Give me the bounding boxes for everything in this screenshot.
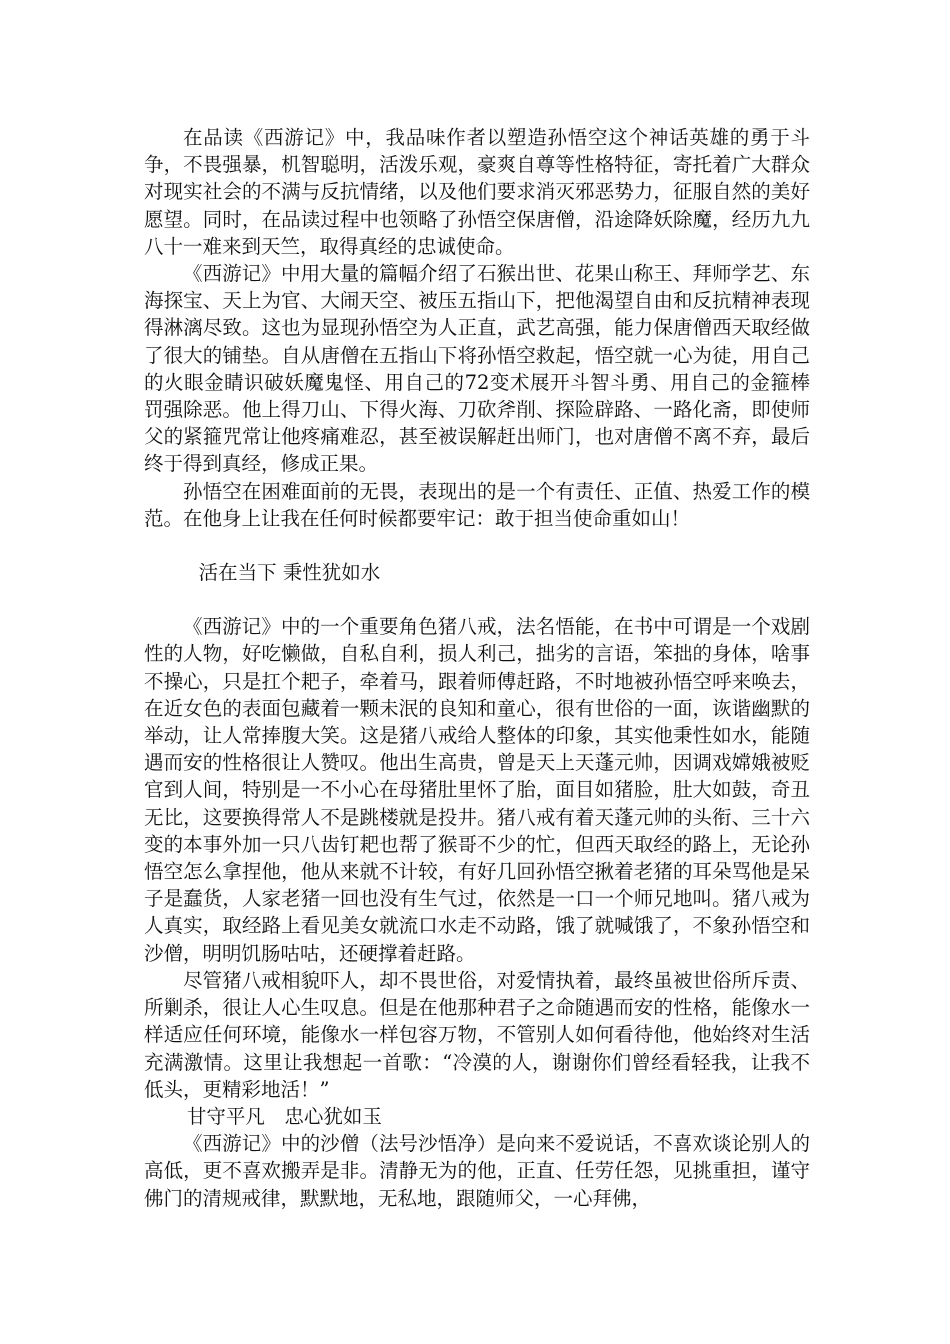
paragraph-sha-seng-character: 《西游记》中的沙僧（法号沙悟净）是向来不爱说话，不喜欢谈论别人的高低，更不喜欢搬弄是非。清静无为的他，正直、任劳任怨，见挑重担，谨守佛门的清规戒律，默默地，无私地，跟随师父，一心拜佛， [144,1132,810,1210]
section-heading-sha-seng: 甘守平凡 忠心犹如玉 [186,1104,382,1128]
paragraph-sun-wukong-intro: 在品读《西游记》中，我品味作者以塑造孙悟空这个神话英雄的勇于斗争，不畏强暴，机智聪明，活泼乐观，豪爽自尊等性格特征，寄托着广大群众对现实社会的不满与反抗情绪，以及他们要求消灭邪恶势力，征服自然的美好愿望。同时，在品读过程中也领略了孙悟空保唐僧，沿途降妖除魔，经历九九八十一难来到天竺，取得真经的忠诚使命。 [144,126,810,258]
paragraph-sun-wukong-journey: 《西游记》中用大量的篇幅介绍了石猴出世、花果山称王、拜师学艺、东海探宝、天上为官、大闹天空、被压五指山下，把他渴望自由和反抗精神表现得淋漓尽致。这也为显现孙悟空为人正直，武艺高强，能力保唐僧西天取经做了很大的铺垫。自从唐僧在五指山下将孙悟空救起，悟空就一心为徒，用自己的火眼金睛识破妖魔鬼怪、用自己的72变术展开斗智斗勇、用自己的金箍棒罚强除恶。他上得刀山、下得火海、刀砍斧削、探险辟路、一路化斋，即使师父的紧箍咒常让他疼痛难忍，甚至被误解赶出师门，也对唐僧不离不弃，最后终于得到真经，修成正果。 [144,262,810,476]
paragraph-zhu-bajie-character: 《西游记》中的一个重要角色猪八戒，法名悟能，在书中可谓是一个戏剧性的人物，好吃懒做，自私自利，损人利己，拙劣的言语，笨拙的身体，啥事不操心，只是扛个耙子，牵着马，跟着师傅赶路，不时地被孙悟空呼来唤去，在近女色的表面包藏着一颗未泯的良知和童心，很有世俗的一面，诙谐幽默的举动，让人常捧腹大笑。这是猪八戒给人整体的印象，其实他秉性如水，能随遇而安的性格很让人赞叹。他出生高贵，曾是天上天蓬元帅，因调戏嫦娥被贬官到人间，特别是一不小心在母猪肚里怀了胎，面目如猪脸，肚大如鼓，奇丑无比，这要换得常人不是跳楼就是投井。猪八戒有着天蓬元帅的头衔、三十六变的本事外加一只八齿钉耙也帮了猴哥不少的忙，但西天取经的路上，无论孙悟空怎么拿捏他，他从来就不计较，有好几回孙悟空揪着老猪的耳朵骂他是呆子是蠢货，人家老猪一回也没有生气过，依然是一口一个师兄地叫。猪八戒为人真实，取经路上看见美女就流口水走不动路，饿了就喊饿了，不象孙悟空和沙僧，明明饥肠咕咕，还硬撑着赶路。 [144,615,810,965]
document-body [144,124,810,1212]
paragraph-sun-wukong-conclusion: 孙悟空在困难面前的无畏，表现出的是一个有责任、正值、热爱工作的模范。在他身上让我在任何时候都要牢记：敢于担当使命重如山！ [144,479,810,530]
section-heading-zhu-bajie: 活在当下 秉性犹如水 [198,561,381,585]
paragraph-zhu-bajie-reflection: 尽管猪八戒相貌吓人，却不畏世俗，对爱情执着，最终虽被世俗所斥责、所剿杀，很让人心生叹息。但是在他那种君子之命随遇而安的性格，能像水一样适应任何环境，能像水一样包容万物，不管别人如何看待他，他始终对生活充满激情。这里让我想起一首歌：“冷漠的人，谢谢你们曾经看轻我，让我不低头，更精彩地活！” [144,968,810,1101]
